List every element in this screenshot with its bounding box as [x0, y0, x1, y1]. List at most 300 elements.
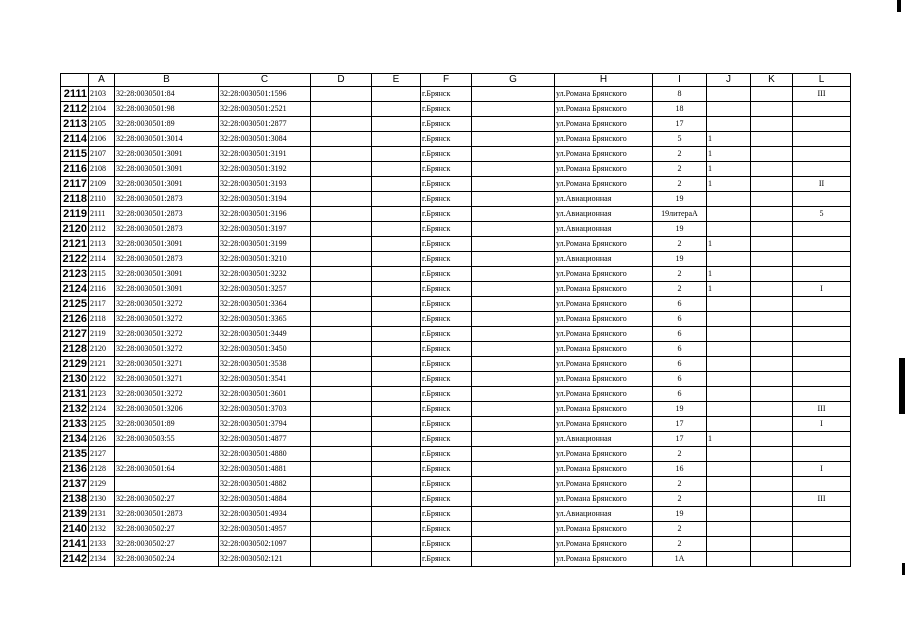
cell-g[interactable] — [472, 162, 555, 177]
row-number[interactable]: 2123 — [61, 267, 89, 282]
cell-h[interactable]: ул.Романа Брянского — [555, 282, 653, 297]
cell-a[interactable]: 2127 — [89, 447, 115, 462]
cell-l[interactable] — [793, 297, 851, 312]
cell-g[interactable] — [472, 387, 555, 402]
cell-l[interactable] — [793, 432, 851, 447]
cell-g[interactable] — [472, 102, 555, 117]
cell-a[interactable]: 2119 — [89, 327, 115, 342]
cell-j[interactable] — [707, 477, 751, 492]
cell-c[interactable]: 32:28:0030501:4884 — [219, 492, 311, 507]
cell-e[interactable] — [372, 117, 421, 132]
cell-k[interactable] — [751, 477, 793, 492]
row-number[interactable]: 2136 — [61, 462, 89, 477]
row-number[interactable]: 2131 — [61, 387, 89, 402]
cell-h[interactable]: ул.Романа Брянского — [555, 312, 653, 327]
cell-d[interactable] — [311, 462, 372, 477]
row-number[interactable]: 2115 — [61, 147, 89, 162]
cell-d[interactable] — [311, 297, 372, 312]
cell-i[interactable]: 17 — [653, 432, 707, 447]
cell-e[interactable] — [372, 357, 421, 372]
cell-k[interactable] — [751, 207, 793, 222]
corner-header[interactable] — [61, 74, 89, 87]
cell-b[interactable]: 32:28:0030501:84 — [115, 87, 219, 102]
cell-b[interactable]: 32:28:0030501:3272 — [115, 387, 219, 402]
cell-c[interactable]: 32:28:0030501:3197 — [219, 222, 311, 237]
cell-k[interactable] — [751, 312, 793, 327]
cell-d[interactable] — [311, 102, 372, 117]
cell-k[interactable] — [751, 102, 793, 117]
cell-h[interactable]: ул.Романа Брянского — [555, 537, 653, 552]
cell-h[interactable]: ул.Романа Брянского — [555, 117, 653, 132]
row-number[interactable]: 2142 — [61, 552, 89, 567]
cell-l[interactable] — [793, 117, 851, 132]
cell-g[interactable] — [472, 372, 555, 387]
cell-j[interactable] — [707, 402, 751, 417]
row-number[interactable]: 2132 — [61, 402, 89, 417]
cell-g[interactable] — [472, 147, 555, 162]
row-number[interactable]: 2119 — [61, 207, 89, 222]
cell-i[interactable]: 6 — [653, 357, 707, 372]
cell-j[interactable] — [707, 222, 751, 237]
cell-b[interactable]: 32:28:0030502:27 — [115, 492, 219, 507]
cell-l[interactable]: I — [793, 282, 851, 297]
cell-f[interactable]: г.Брянск — [421, 537, 472, 552]
cell-e[interactable] — [372, 252, 421, 267]
cell-i[interactable]: 2 — [653, 537, 707, 552]
cell-j[interactable]: 1 — [707, 177, 751, 192]
cell-d[interactable] — [311, 147, 372, 162]
cell-l[interactable] — [793, 507, 851, 522]
cell-k[interactable] — [751, 552, 793, 567]
cell-e[interactable] — [372, 402, 421, 417]
cell-k[interactable] — [751, 282, 793, 297]
cell-d[interactable] — [311, 132, 372, 147]
column-header-k[interactable]: K — [751, 74, 793, 87]
cell-a[interactable]: 2105 — [89, 117, 115, 132]
cell-l[interactable] — [793, 102, 851, 117]
cell-i[interactable]: 6 — [653, 297, 707, 312]
cell-g[interactable] — [472, 297, 555, 312]
cell-g[interactable] — [472, 417, 555, 432]
cell-k[interactable] — [751, 342, 793, 357]
cell-d[interactable] — [311, 372, 372, 387]
cell-l[interactable] — [793, 537, 851, 552]
cell-j[interactable] — [707, 342, 751, 357]
cell-h[interactable]: ул.Романа Брянского — [555, 342, 653, 357]
cell-i[interactable]: 2 — [653, 447, 707, 462]
cell-i[interactable]: 19литераА — [653, 207, 707, 222]
cell-i[interactable]: 16 — [653, 462, 707, 477]
cell-e[interactable] — [372, 162, 421, 177]
cell-j[interactable] — [707, 447, 751, 462]
cell-f[interactable]: г.Брянск — [421, 177, 472, 192]
cell-j[interactable] — [707, 297, 751, 312]
cell-k[interactable] — [751, 132, 793, 147]
cell-k[interactable] — [751, 507, 793, 522]
cell-l[interactable] — [793, 387, 851, 402]
cell-b[interactable]: 32:28:0030501:3272 — [115, 342, 219, 357]
cell-l[interactable] — [793, 312, 851, 327]
cell-i[interactable]: 2 — [653, 177, 707, 192]
cell-l[interactable] — [793, 222, 851, 237]
cell-b[interactable]: 32:28:0030501:98 — [115, 102, 219, 117]
cell-g[interactable] — [472, 462, 555, 477]
cell-k[interactable] — [751, 252, 793, 267]
cell-f[interactable]: г.Брянск — [421, 117, 472, 132]
cell-j[interactable]: 1 — [707, 132, 751, 147]
cell-c[interactable]: 32:28:0030501:3196 — [219, 207, 311, 222]
cell-g[interactable] — [472, 237, 555, 252]
cell-a[interactable]: 2114 — [89, 252, 115, 267]
cell-c[interactable]: 32:28:0030501:4934 — [219, 507, 311, 522]
cell-c[interactable]: 32:28:0030501:3193 — [219, 177, 311, 192]
cell-j[interactable] — [707, 372, 751, 387]
cell-h[interactable]: ул.Романа Брянского — [555, 267, 653, 282]
cell-b[interactable]: 32:28:0030501:3091 — [115, 282, 219, 297]
cell-j[interactable] — [707, 492, 751, 507]
row-number[interactable]: 2140 — [61, 522, 89, 537]
cell-f[interactable]: г.Брянск — [421, 477, 472, 492]
cell-d[interactable] — [311, 282, 372, 297]
cell-d[interactable] — [311, 87, 372, 102]
cell-i[interactable]: 18 — [653, 102, 707, 117]
column-header-c[interactable]: C — [219, 74, 311, 87]
cell-c[interactable]: 32:28:0030501:3541 — [219, 372, 311, 387]
cell-e[interactable] — [372, 192, 421, 207]
cell-g[interactable] — [472, 132, 555, 147]
cell-k[interactable] — [751, 237, 793, 252]
row-number[interactable]: 2125 — [61, 297, 89, 312]
cell-k[interactable] — [751, 87, 793, 102]
cell-i[interactable]: 6 — [653, 372, 707, 387]
cell-g[interactable] — [472, 177, 555, 192]
row-number[interactable]: 2137 — [61, 477, 89, 492]
cell-k[interactable] — [751, 522, 793, 537]
cell-d[interactable] — [311, 222, 372, 237]
column-header-i[interactable]: I — [653, 74, 707, 87]
cell-g[interactable] — [472, 117, 555, 132]
cell-d[interactable] — [311, 327, 372, 342]
row-number[interactable]: 2122 — [61, 252, 89, 267]
cell-c[interactable]: 32:28:0030501:1596 — [219, 87, 311, 102]
row-number[interactable]: 2135 — [61, 447, 89, 462]
cell-a[interactable]: 2116 — [89, 282, 115, 297]
cell-b[interactable]: 32:28:0030501:89 — [115, 417, 219, 432]
cell-g[interactable] — [472, 357, 555, 372]
cell-h[interactable]: ул.Романа Брянского — [555, 357, 653, 372]
cell-l[interactable] — [793, 327, 851, 342]
cell-h[interactable]: ул.Авиационная — [555, 222, 653, 237]
cell-d[interactable] — [311, 252, 372, 267]
cell-e[interactable] — [372, 237, 421, 252]
cell-e[interactable] — [372, 267, 421, 282]
cell-a[interactable]: 2117 — [89, 297, 115, 312]
cell-b[interactable]: 32:28:0030501:64 — [115, 462, 219, 477]
cell-e[interactable] — [372, 327, 421, 342]
cell-c[interactable]: 32:28:0030501:3449 — [219, 327, 311, 342]
row-number[interactable]: 2113 — [61, 117, 89, 132]
cell-j[interactable] — [707, 252, 751, 267]
cell-e[interactable] — [372, 87, 421, 102]
cell-d[interactable] — [311, 432, 372, 447]
cell-j[interactable]: 1 — [707, 237, 751, 252]
cell-i[interactable]: 6 — [653, 327, 707, 342]
cell-c[interactable]: 32:28:0030502:121 — [219, 552, 311, 567]
cell-c[interactable]: 32:28:0030501:2521 — [219, 102, 311, 117]
cell-l[interactable]: II — [793, 177, 851, 192]
cell-f[interactable]: г.Брянск — [421, 417, 472, 432]
cell-i[interactable]: 2 — [653, 522, 707, 537]
cell-j[interactable] — [707, 417, 751, 432]
cell-f[interactable]: г.Брянск — [421, 147, 472, 162]
cell-k[interactable] — [751, 492, 793, 507]
cell-g[interactable] — [472, 537, 555, 552]
cell-f[interactable]: г.Брянск — [421, 357, 472, 372]
cell-c[interactable]: 32:28:0030501:4881 — [219, 462, 311, 477]
cell-g[interactable] — [472, 477, 555, 492]
cell-g[interactable] — [472, 522, 555, 537]
cell-d[interactable] — [311, 192, 372, 207]
cell-d[interactable] — [311, 417, 372, 432]
cell-d[interactable] — [311, 477, 372, 492]
cell-f[interactable]: г.Брянск — [421, 342, 472, 357]
cell-c[interactable]: 32:28:0030501:3192 — [219, 162, 311, 177]
cell-f[interactable]: г.Брянск — [421, 552, 472, 567]
cell-b[interactable]: 32:28:0030501:3091 — [115, 147, 219, 162]
cell-h[interactable]: ул.Романа Брянского — [555, 447, 653, 462]
cell-g[interactable] — [472, 222, 555, 237]
cell-b[interactable]: 32:28:0030501:89 — [115, 117, 219, 132]
cell-f[interactable]: г.Брянск — [421, 462, 472, 477]
cell-j[interactable] — [707, 552, 751, 567]
cell-b[interactable]: 32:28:0030502:27 — [115, 522, 219, 537]
cell-e[interactable] — [372, 417, 421, 432]
cell-a[interactable]: 2120 — [89, 342, 115, 357]
cell-g[interactable] — [472, 492, 555, 507]
cell-i[interactable]: 17 — [653, 417, 707, 432]
column-header-f[interactable]: F — [421, 74, 472, 87]
cell-k[interactable] — [751, 357, 793, 372]
cell-k[interactable] — [751, 432, 793, 447]
cell-g[interactable] — [472, 207, 555, 222]
cell-k[interactable] — [751, 327, 793, 342]
cell-j[interactable] — [707, 537, 751, 552]
cell-e[interactable] — [372, 177, 421, 192]
cell-a[interactable]: 2131 — [89, 507, 115, 522]
cell-f[interactable]: г.Брянск — [421, 132, 472, 147]
cell-b[interactable]: 32:28:0030501:3091 — [115, 162, 219, 177]
cell-a[interactable]: 2108 — [89, 162, 115, 177]
row-number[interactable]: 2134 — [61, 432, 89, 447]
cell-a[interactable]: 2130 — [89, 492, 115, 507]
cell-d[interactable] — [311, 237, 372, 252]
row-number[interactable]: 2121 — [61, 237, 89, 252]
cell-j[interactable] — [707, 522, 751, 537]
cell-g[interactable] — [472, 342, 555, 357]
row-number[interactable]: 2120 — [61, 222, 89, 237]
cell-d[interactable] — [311, 117, 372, 132]
column-header-j[interactable]: J — [707, 74, 751, 87]
cell-c[interactable]: 32:28:0030501:3365 — [219, 312, 311, 327]
cell-e[interactable] — [372, 102, 421, 117]
cell-c[interactable]: 32:28:0030501:3199 — [219, 237, 311, 252]
cell-i[interactable]: 2 — [653, 477, 707, 492]
cell-f[interactable]: г.Брянск — [421, 222, 472, 237]
cell-k[interactable] — [751, 387, 793, 402]
cell-b[interactable]: 32:28:0030501:3206 — [115, 402, 219, 417]
cell-h[interactable]: ул.Романа Брянского — [555, 87, 653, 102]
cell-i[interactable]: 6 — [653, 312, 707, 327]
cell-j[interactable] — [707, 507, 751, 522]
row-number[interactable]: 2117 — [61, 177, 89, 192]
cell-d[interactable] — [311, 507, 372, 522]
cell-d[interactable] — [311, 387, 372, 402]
cell-c[interactable]: 32:28:0030501:3194 — [219, 192, 311, 207]
row-number[interactable]: 2130 — [61, 372, 89, 387]
cell-g[interactable] — [472, 267, 555, 282]
cell-d[interactable] — [311, 537, 372, 552]
cell-i[interactable]: 19 — [653, 192, 707, 207]
cell-c[interactable]: 32:28:0030501:3257 — [219, 282, 311, 297]
cell-a[interactable]: 2103 — [89, 87, 115, 102]
cell-c[interactable]: 32:28:0030501:3084 — [219, 132, 311, 147]
cell-a[interactable]: 2104 — [89, 102, 115, 117]
cell-b[interactable]: 32:28:0030501:3271 — [115, 357, 219, 372]
cell-l[interactable] — [793, 237, 851, 252]
cell-j[interactable] — [707, 117, 751, 132]
cell-e[interactable] — [372, 462, 421, 477]
cell-j[interactable] — [707, 192, 751, 207]
cell-j[interactable] — [707, 387, 751, 402]
cell-e[interactable] — [372, 537, 421, 552]
cell-i[interactable]: 1А — [653, 552, 707, 567]
column-header-l[interactable]: L — [793, 74, 851, 87]
cell-l[interactable] — [793, 267, 851, 282]
cell-f[interactable]: г.Брянск — [421, 297, 472, 312]
row-number[interactable]: 2114 — [61, 132, 89, 147]
cell-c[interactable]: 32:28:0030501:2877 — [219, 117, 311, 132]
cell-a[interactable]: 2106 — [89, 132, 115, 147]
cell-k[interactable] — [751, 192, 793, 207]
cell-i[interactable]: 5 — [653, 132, 707, 147]
cell-a[interactable]: 2134 — [89, 552, 115, 567]
cell-i[interactable]: 6 — [653, 387, 707, 402]
cell-c[interactable]: 32:28:0030501:3450 — [219, 342, 311, 357]
cell-c[interactable]: 32:28:0030501:3191 — [219, 147, 311, 162]
cell-f[interactable]: г.Брянск — [421, 192, 472, 207]
cell-k[interactable] — [751, 297, 793, 312]
cell-d[interactable] — [311, 312, 372, 327]
cell-e[interactable] — [372, 477, 421, 492]
cell-e[interactable] — [372, 282, 421, 297]
cell-f[interactable]: г.Брянск — [421, 102, 472, 117]
cell-a[interactable]: 2126 — [89, 432, 115, 447]
row-number[interactable]: 2139 — [61, 507, 89, 522]
cell-d[interactable] — [311, 522, 372, 537]
cell-i[interactable]: 8 — [653, 87, 707, 102]
cell-d[interactable] — [311, 177, 372, 192]
cell-b[interactable]: 32:28:0030501:3091 — [115, 177, 219, 192]
cell-k[interactable] — [751, 447, 793, 462]
cell-h[interactable]: ул.Романа Брянского — [555, 522, 653, 537]
cell-l[interactable]: I — [793, 462, 851, 477]
cell-i[interactable]: 19 — [653, 402, 707, 417]
cell-h[interactable]: ул.Романа Брянского — [555, 552, 653, 567]
cell-e[interactable] — [372, 132, 421, 147]
cell-k[interactable] — [751, 177, 793, 192]
cell-h[interactable]: ул.Романа Брянского — [555, 102, 653, 117]
cell-b[interactable]: 32:28:0030501:3014 — [115, 132, 219, 147]
cell-c[interactable]: 32:28:0030501:3210 — [219, 252, 311, 267]
cell-c[interactable]: 32:28:0030501:3703 — [219, 402, 311, 417]
cell-k[interactable] — [751, 462, 793, 477]
cell-l[interactable]: III — [793, 492, 851, 507]
cell-l[interactable] — [793, 372, 851, 387]
cell-l[interactable] — [793, 522, 851, 537]
cell-j[interactable]: 1 — [707, 147, 751, 162]
cell-a[interactable]: 2128 — [89, 462, 115, 477]
cell-i[interactable]: 2 — [653, 147, 707, 162]
cell-e[interactable] — [372, 147, 421, 162]
cell-h[interactable]: ул.Авиационная — [555, 207, 653, 222]
cell-f[interactable]: г.Брянск — [421, 387, 472, 402]
cell-e[interactable] — [372, 492, 421, 507]
cell-f[interactable]: г.Брянск — [421, 507, 472, 522]
cell-c[interactable]: 32:28:0030501:4880 — [219, 447, 311, 462]
cell-h[interactable]: ул.Романа Брянского — [555, 372, 653, 387]
cell-h[interactable]: ул.Романа Брянского — [555, 297, 653, 312]
cell-f[interactable]: г.Брянск — [421, 522, 472, 537]
cell-j[interactable] — [707, 207, 751, 222]
cell-c[interactable]: 32:28:0030502:1097 — [219, 537, 311, 552]
row-number[interactable]: 2116 — [61, 162, 89, 177]
cell-a[interactable]: 2107 — [89, 147, 115, 162]
cell-e[interactable] — [372, 222, 421, 237]
cell-f[interactable]: г.Брянск — [421, 432, 472, 447]
cell-g[interactable] — [472, 402, 555, 417]
cell-i[interactable]: 17 — [653, 117, 707, 132]
cell-h[interactable]: ул.Романа Брянского — [555, 162, 653, 177]
cell-i[interactable]: 19 — [653, 507, 707, 522]
cell-e[interactable] — [372, 552, 421, 567]
cell-h[interactable]: ул.Романа Брянского — [555, 237, 653, 252]
cell-b[interactable]: 32:28:0030501:2873 — [115, 507, 219, 522]
cell-j[interactable] — [707, 357, 751, 372]
cell-f[interactable]: г.Брянск — [421, 327, 472, 342]
cell-k[interactable] — [751, 537, 793, 552]
cell-j[interactable] — [707, 87, 751, 102]
cell-d[interactable] — [311, 267, 372, 282]
cell-h[interactable]: ул.Авиационная — [555, 432, 653, 447]
cell-b[interactable] — [115, 447, 219, 462]
cell-a[interactable]: 2124 — [89, 402, 115, 417]
cell-g[interactable] — [472, 282, 555, 297]
cell-f[interactable]: г.Брянск — [421, 372, 472, 387]
cell-b[interactable]: 32:28:0030501:2873 — [115, 222, 219, 237]
cell-g[interactable] — [472, 252, 555, 267]
cell-e[interactable] — [372, 432, 421, 447]
cell-g[interactable] — [472, 327, 555, 342]
cell-l[interactable]: 5 — [793, 207, 851, 222]
row-number[interactable]: 2124 — [61, 282, 89, 297]
cell-l[interactable] — [793, 147, 851, 162]
cell-d[interactable] — [311, 207, 372, 222]
cell-i[interactable]: 19 — [653, 252, 707, 267]
cell-j[interactable] — [707, 327, 751, 342]
cell-h[interactable]: ул.Романа Брянского — [555, 477, 653, 492]
cell-g[interactable] — [472, 447, 555, 462]
cell-a[interactable]: 2125 — [89, 417, 115, 432]
